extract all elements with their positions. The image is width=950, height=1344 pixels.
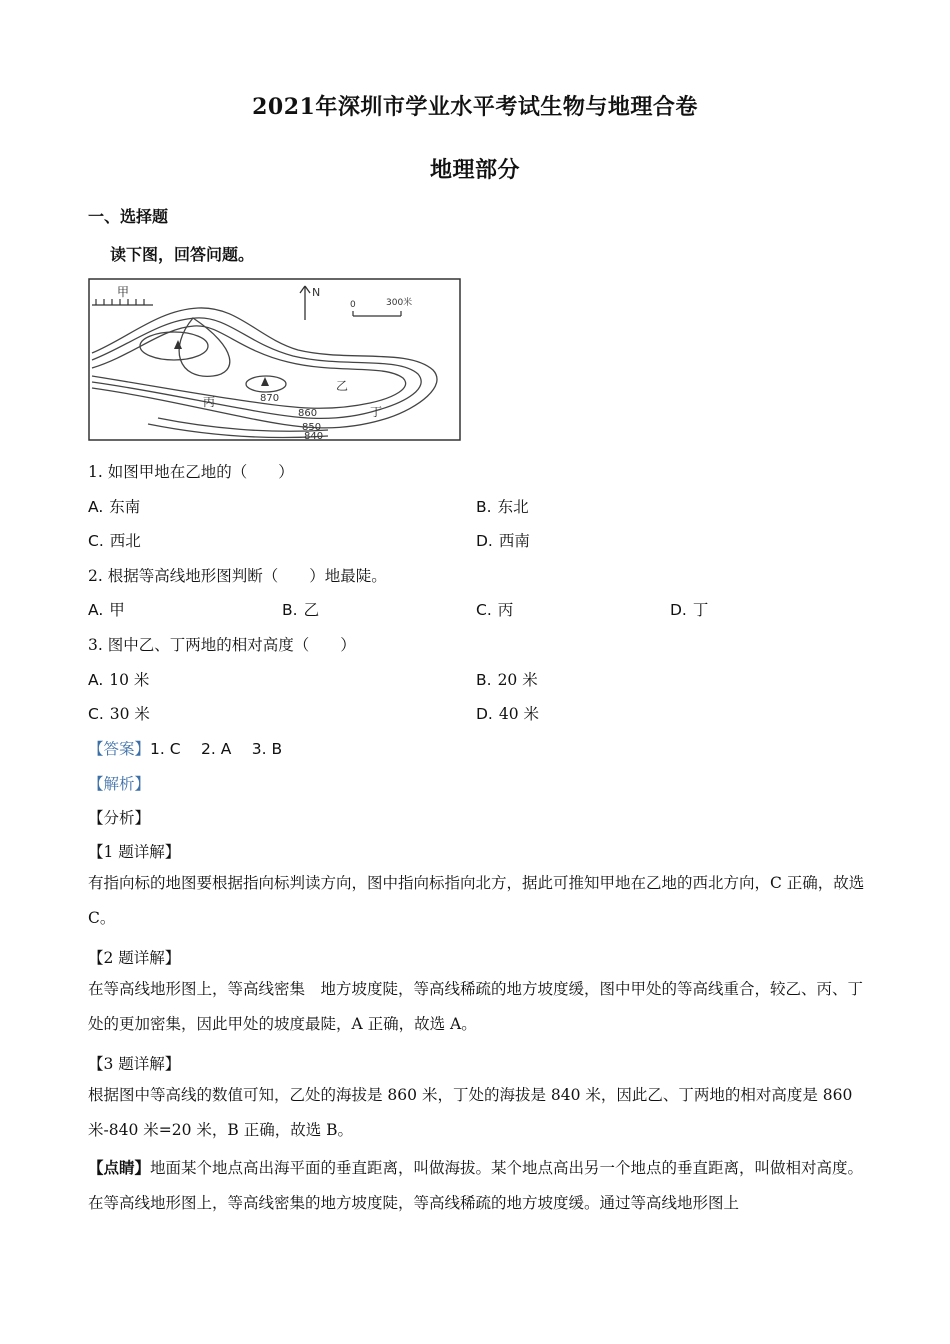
option-key: C. <box>476 601 492 619</box>
option-key: D. <box>476 532 493 550</box>
q2-option-a <box>88 598 125 620</box>
q1-option-c <box>88 529 141 551</box>
option-text: 丙 <box>497 601 514 619</box>
answer-text: 1. C 2. A 3. B <box>150 740 283 758</box>
question-3-stem: 3. 图中乙、丁两地的相对高度（ ） <box>88 636 356 654</box>
detail-1-heading: 【1 题详解】 <box>88 843 181 861</box>
option-key: D. <box>476 705 493 723</box>
option-text: 40 米 <box>498 705 540 723</box>
detail-1-text: 有指向标的地图要根据指向标判读方向，图中指向标指向北方，据此可推知甲地在乙地的西北方向，C 正确，故选 C。 <box>88 874 865 927</box>
contour-850: 850 <box>302 422 322 433</box>
label-bing: 丙 <box>203 395 216 409</box>
q2-option-d <box>670 598 708 620</box>
detail-2-text: 在等高线地形图上，等高线密集 地方坡度陡，等高线稀疏的地方坡度缓，图中甲处的等高线重合，较乙、丙、丁处的更加密集，因此甲处的坡度最陡，A 正确，故选 A。 <box>88 980 864 1033</box>
page-title: 2021年深圳市学业水平考试生物与地理合卷 <box>252 94 698 120</box>
contour-860: 860 <box>298 408 318 419</box>
option-text: 西南 <box>498 532 530 550</box>
option-text: 乙 <box>303 601 320 619</box>
scale-zero: 0 <box>350 300 356 310</box>
q1-option-a <box>88 495 140 517</box>
q3-option-d <box>476 702 539 724</box>
q1-option-b <box>476 495 529 517</box>
section-heading: 一、选择题 <box>88 207 169 226</box>
option-key: B. <box>282 601 298 619</box>
tip-text: 地面某个地点高出海平面的垂直距离，叫做海拔。某个地点高出另一个地点的垂直距离，叫做相对高度。在等高线地形图上，等高线密集的地方坡度陡，等高线稀疏的地方坡度缓。通过等高线地形图上 <box>88 1159 864 1212</box>
contour-map <box>88 278 462 442</box>
option-text: 丁 <box>692 601 709 619</box>
option-key: D. <box>670 601 687 619</box>
option-text: 30 米 <box>109 705 150 723</box>
option-text: 西北 <box>109 532 141 550</box>
q3-option-c <box>88 702 150 724</box>
option-text: 东北 <box>497 498 529 516</box>
q2-option-c <box>476 598 513 620</box>
scale-distance: 300米 <box>386 298 413 308</box>
tip-heading: 【点睛】 <box>88 1158 151 1177</box>
detail-2-heading: 【2 题详解】 <box>88 949 181 967</box>
option-key: B. <box>476 671 492 689</box>
tip-paragraph <box>88 1150 878 1221</box>
page-subtitle: 地理部分 <box>429 157 520 183</box>
option-key: C. <box>88 532 104 550</box>
option-key: B. <box>476 498 492 516</box>
option-key: A. <box>88 601 104 619</box>
option-key: C. <box>88 705 104 723</box>
contour-840: 840 <box>304 431 324 442</box>
q1-option-d <box>476 529 530 551</box>
answer-label: 【答案】 <box>88 740 151 758</box>
label-yi: 乙 <box>336 379 349 393</box>
option-text: 甲 <box>109 601 125 619</box>
label-jia: 甲 <box>117 285 130 299</box>
north-label: N <box>312 286 321 299</box>
label-ding: 丁 <box>370 405 383 419</box>
intro-text: 读下图，回答问题。 <box>110 245 255 264</box>
option-key: A. <box>88 498 104 516</box>
q3-option-b <box>476 668 538 690</box>
contour-870: 870 <box>260 393 280 404</box>
question-2-stem: 2. 根据等高线地形图判断（ ）地最陡。 <box>88 567 387 585</box>
option-text: 20 米 <box>497 671 538 689</box>
question-1-stem: 1. 如图甲地在乙地的（ ） <box>88 463 294 481</box>
answer-line <box>88 737 282 759</box>
analysis-label: 【解析】 <box>88 775 151 793</box>
detail-3-text: 根据图中等高线的数值可知，乙处的海拔是 860 米，丁处的海拔是 840 米，因此乙、丁两地的相对高度是 860 米-840 米=20 米，B 正确，故选 B。 <box>88 1086 853 1139</box>
q3-option-a <box>88 668 149 690</box>
option-text: 10 米 <box>109 671 150 689</box>
q2-option-b <box>282 598 319 620</box>
detail-3-heading: 【3 题详解】 <box>88 1055 181 1073</box>
option-key: A. <box>88 671 104 689</box>
fenxi-heading: 【分析】 <box>88 809 151 827</box>
option-text: 东南 <box>109 498 141 516</box>
